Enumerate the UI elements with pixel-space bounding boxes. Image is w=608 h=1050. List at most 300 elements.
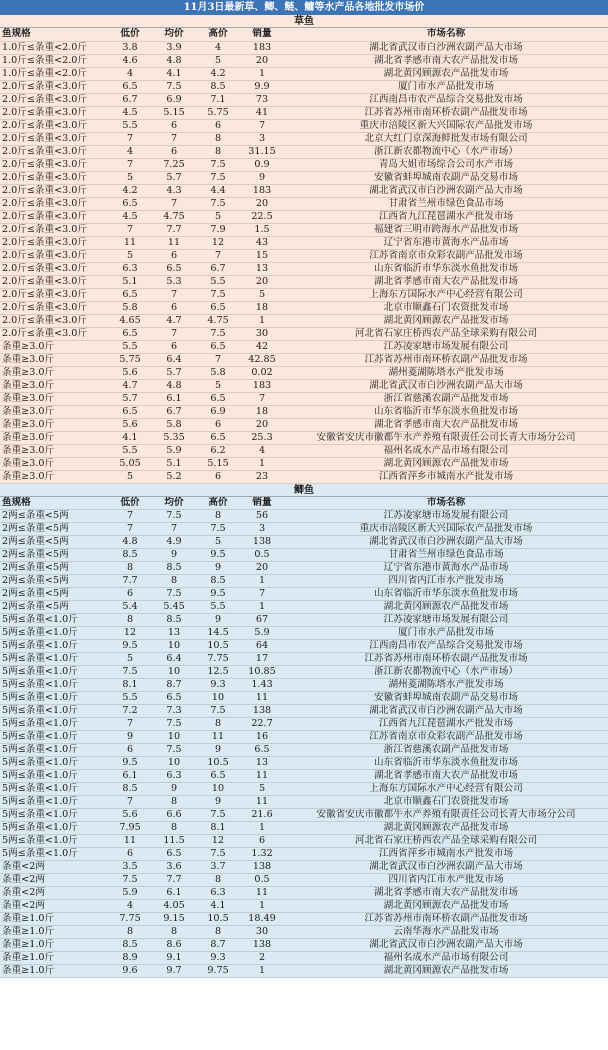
table-row bbox=[0, 731, 608, 744]
cell-volume: 9.9 bbox=[240, 80, 284, 93]
col-high-header: 高价 bbox=[196, 497, 240, 510]
cell-high: 7.9 bbox=[196, 223, 240, 236]
cell-market: 湖北黄冈顾源农产品批发市场 bbox=[284, 314, 608, 327]
cell-low: 9 bbox=[108, 731, 152, 744]
cell-volume: 11 bbox=[240, 887, 284, 900]
cell-spec: 2.0斤≤条重<3.0斤 bbox=[0, 171, 108, 184]
cell-low: 4 bbox=[108, 145, 152, 158]
cell-high: 5.75 bbox=[196, 106, 240, 119]
cell-volume: 10.85 bbox=[240, 666, 284, 679]
cell-spec: 2.0斤≤条重<3.0斤 bbox=[0, 223, 108, 236]
cell-spec: 2.0斤≤条重<3.0斤 bbox=[0, 106, 108, 119]
cell-market: 湖北省武汉市白沙洲农副产品大市场 bbox=[284, 184, 608, 197]
cell-market: 江苏凌家塘市场发展有限公司 bbox=[284, 340, 608, 353]
cell-avg: 6.1 bbox=[152, 887, 196, 900]
cell-avg: 11 bbox=[152, 236, 196, 249]
cell-low: 8 bbox=[108, 562, 152, 575]
table-row bbox=[0, 588, 608, 601]
cell-market: 江西南昌市农产品综合交易批发市场 bbox=[284, 93, 608, 106]
table-row bbox=[0, 835, 608, 848]
cell-high: 6.5 bbox=[196, 340, 240, 353]
cell-high: 6 bbox=[196, 418, 240, 431]
cell-low: 7.2 bbox=[108, 705, 152, 718]
cell-spec: 2两≤条重<5两 bbox=[0, 588, 108, 601]
cell-avg: 7 bbox=[152, 197, 196, 210]
cell-market: 江苏省南京市众彩农副产品批发市场 bbox=[284, 249, 608, 262]
table-row bbox=[0, 549, 608, 562]
cell-low: 7 bbox=[108, 510, 152, 523]
cell-avg: 8.5 bbox=[152, 562, 196, 575]
cell-volume: 4 bbox=[240, 444, 284, 457]
table-row bbox=[0, 262, 608, 275]
cell-market: 上海东方国际水产中心经营有限公司 bbox=[284, 288, 608, 301]
cell-low: 5.4 bbox=[108, 601, 152, 614]
cell-avg: 4.8 bbox=[152, 379, 196, 392]
cell-high: 7.1 bbox=[196, 93, 240, 106]
cell-low: 5.05 bbox=[108, 457, 152, 470]
cell-market: 云南华海水产品批发市场 bbox=[284, 926, 608, 939]
cell-high: 9.3 bbox=[196, 679, 240, 692]
cell-low: 4.5 bbox=[108, 106, 152, 119]
cell-avg: 7 bbox=[152, 132, 196, 145]
cell-high: 4.2 bbox=[196, 67, 240, 80]
cell-low: 4.8 bbox=[108, 536, 152, 549]
cell-high: 6.3 bbox=[196, 887, 240, 900]
table-row bbox=[0, 405, 608, 418]
cell-avg: 4.1 bbox=[152, 67, 196, 80]
table-row bbox=[0, 80, 608, 93]
table-row bbox=[0, 366, 608, 379]
cell-volume: 1.32 bbox=[240, 848, 284, 861]
cell-market: 江苏省苏州市南环桥农副产品批发市场 bbox=[284, 353, 608, 366]
cell-spec: 2.0斤≤条重<3.0斤 bbox=[0, 80, 108, 93]
cell-avg: 6 bbox=[152, 119, 196, 132]
cell-avg: 4.7 bbox=[152, 314, 196, 327]
cell-volume: 11 bbox=[240, 692, 284, 705]
cell-spec: 条重≥3.0斤 bbox=[0, 353, 108, 366]
table-row bbox=[0, 679, 608, 692]
cell-volume: 30 bbox=[240, 926, 284, 939]
table-row bbox=[0, 614, 608, 627]
cell-low: 9.6 bbox=[108, 965, 152, 978]
cell-spec: 5两≤条重<1.0斤 bbox=[0, 614, 108, 627]
cell-spec: 2两≤条重<5两 bbox=[0, 562, 108, 575]
cell-market: 重庆市涪陵区新大兴国际农产品批发市场 bbox=[284, 119, 608, 132]
cell-volume: 7 bbox=[240, 392, 284, 405]
table-row bbox=[0, 744, 608, 757]
cell-market: 河北省石家庄桥西农产品全球采购有限公司 bbox=[284, 835, 608, 848]
cell-low: 6.5 bbox=[108, 197, 152, 210]
table-row bbox=[0, 601, 608, 614]
cell-low: 7.5 bbox=[108, 874, 152, 887]
cell-high: 11 bbox=[196, 731, 240, 744]
col-spec-header: 鱼规格 bbox=[0, 497, 108, 510]
cell-low: 6.5 bbox=[108, 80, 152, 93]
cell-market: 浙江新农都物流中心（水产市场） bbox=[284, 145, 608, 158]
cell-spec: 2两≤条重<5两 bbox=[0, 510, 108, 523]
cell-high: 10 bbox=[196, 783, 240, 796]
cell-low: 5.6 bbox=[108, 366, 152, 379]
cell-spec: 2两≤条重<5两 bbox=[0, 549, 108, 562]
cell-spec: 2.0斤≤条重<3.0斤 bbox=[0, 327, 108, 340]
table-row bbox=[0, 796, 608, 809]
cell-spec: 条重≥3.0斤 bbox=[0, 431, 108, 444]
cell-high: 7 bbox=[196, 353, 240, 366]
table-row bbox=[0, 236, 608, 249]
cell-volume: 43 bbox=[240, 236, 284, 249]
cell-high: 5 bbox=[196, 54, 240, 67]
cell-volume: 1 bbox=[240, 457, 284, 470]
cell-market: 安徽省蚌埠城南农副产品交易市场 bbox=[284, 171, 608, 184]
cell-low: 5.8 bbox=[108, 301, 152, 314]
cell-high: 9.75 bbox=[196, 965, 240, 978]
cell-high: 12 bbox=[196, 236, 240, 249]
cell-market: 四川省内江市水产批发市场 bbox=[284, 575, 608, 588]
cell-spec: 2.0斤≤条重<3.0斤 bbox=[0, 132, 108, 145]
cell-market: 福建省三明市跨海水产品批发市场 bbox=[284, 223, 608, 236]
cell-volume: 5 bbox=[240, 783, 284, 796]
table-row bbox=[0, 392, 608, 405]
section-grass-carp bbox=[0, 15, 608, 484]
table-row bbox=[0, 301, 608, 314]
cell-market: 江西省九江琵琶湖水产批发市场 bbox=[284, 210, 608, 223]
table-row bbox=[0, 757, 608, 770]
cell-low: 4.2 bbox=[108, 184, 152, 197]
cell-avg: 7.3 bbox=[152, 705, 196, 718]
cell-avg: 6.1 bbox=[152, 392, 196, 405]
table-row bbox=[0, 158, 608, 171]
cell-spec: 5两≤条重<1.0斤 bbox=[0, 770, 108, 783]
cell-volume: 9 bbox=[240, 171, 284, 184]
cell-avg: 9 bbox=[152, 783, 196, 796]
cell-low: 4.7 bbox=[108, 379, 152, 392]
cell-high: 8 bbox=[196, 132, 240, 145]
cell-low: 5.7 bbox=[108, 392, 152, 405]
cell-market: 辽宁省东港市黄海水产品市场 bbox=[284, 236, 608, 249]
cell-avg: 5.2 bbox=[152, 470, 196, 483]
cell-volume: 3 bbox=[240, 523, 284, 536]
cell-high: 9 bbox=[196, 614, 240, 627]
cell-low: 7 bbox=[108, 223, 152, 236]
cell-volume: 1 bbox=[240, 67, 284, 80]
cell-high: 9 bbox=[196, 744, 240, 757]
cell-low: 4.65 bbox=[108, 314, 152, 327]
table-row bbox=[0, 444, 608, 457]
cell-low: 8 bbox=[108, 926, 152, 939]
cell-volume: 0.5 bbox=[240, 874, 284, 887]
cell-market: 甘肃省兰州市绿色食品市场 bbox=[284, 549, 608, 562]
cell-avg: 5.15 bbox=[152, 106, 196, 119]
cell-market: 甘肃省兰州市绿色食品市场 bbox=[284, 197, 608, 210]
cell-market: 江西省萍乡市城南水产批发市场 bbox=[284, 470, 608, 483]
report-title: 11月3日最新草、鲫、鲢、鳙等水产品各地批发市场价 bbox=[0, 0, 608, 15]
cell-low: 6.3 bbox=[108, 262, 152, 275]
cell-volume: 1 bbox=[240, 900, 284, 913]
cell-spec: 5两≤条重<1.0斤 bbox=[0, 848, 108, 861]
cell-market: 浙江省慈溪农副产品批发市场 bbox=[284, 392, 608, 405]
cell-spec: 条重≥3.0斤 bbox=[0, 470, 108, 483]
col-avg-header: 均价 bbox=[152, 28, 196, 41]
cell-low: 6.1 bbox=[108, 770, 152, 783]
table-row bbox=[0, 523, 608, 536]
cell-market: 湖北省孝感市南大农产品批发市场 bbox=[284, 887, 608, 900]
cell-spec: 5两≤条重<1.0斤 bbox=[0, 835, 108, 848]
cell-market: 厦门市水产品批发市场 bbox=[284, 80, 608, 93]
cell-spec: 5两≤条重<1.0斤 bbox=[0, 796, 108, 809]
cell-spec: 2.0斤≤条重<3.0斤 bbox=[0, 275, 108, 288]
cell-market: 湖北省武汉市白沙洲农副产品大市场 bbox=[284, 939, 608, 952]
cell-high: 12 bbox=[196, 835, 240, 848]
cell-spec: 2.0斤≤条重<3.0斤 bbox=[0, 158, 108, 171]
cell-low: 6.5 bbox=[108, 288, 152, 301]
cell-volume: 0.9 bbox=[240, 158, 284, 171]
cell-market: 江西省九江琵琶湖水产批发市场 bbox=[284, 718, 608, 731]
table-row bbox=[0, 431, 608, 444]
cell-spec: 1.0斤≤条重<2.0斤 bbox=[0, 54, 108, 67]
cell-high: 14.5 bbox=[196, 627, 240, 640]
cell-low: 4.6 bbox=[108, 54, 152, 67]
table-row bbox=[0, 783, 608, 796]
cell-avg: 9.1 bbox=[152, 952, 196, 965]
table-row bbox=[0, 457, 608, 470]
table-row bbox=[0, 418, 608, 431]
cell-avg: 9.7 bbox=[152, 965, 196, 978]
cell-low: 7 bbox=[108, 523, 152, 536]
cell-avg: 7.25 bbox=[152, 158, 196, 171]
cell-high: 6.5 bbox=[196, 770, 240, 783]
cell-avg: 10 bbox=[152, 640, 196, 653]
cell-volume: 31.15 bbox=[240, 145, 284, 158]
cell-avg: 7 bbox=[152, 327, 196, 340]
cell-spec: 条重≥3.0斤 bbox=[0, 418, 108, 431]
cell-spec: 5两≤条重<1.0斤 bbox=[0, 783, 108, 796]
cell-market: 湖北省武汉市白沙洲农副产品大市场 bbox=[284, 536, 608, 549]
table-row bbox=[0, 184, 608, 197]
cell-spec: 2.0斤≤条重<3.0斤 bbox=[0, 210, 108, 223]
cell-spec: 2.0斤≤条重<3.0斤 bbox=[0, 93, 108, 106]
cell-low: 7 bbox=[108, 718, 152, 731]
cell-market: 四川省内江市水产批发市场 bbox=[284, 874, 608, 887]
cell-volume: 6 bbox=[240, 835, 284, 848]
cell-market: 北京市顺鑫石门农资批发市场 bbox=[284, 796, 608, 809]
cell-market: 江苏省南京市众彩农副产品批发市场 bbox=[284, 731, 608, 744]
cell-low: 5 bbox=[108, 653, 152, 666]
cell-low: 8.5 bbox=[108, 939, 152, 952]
cell-avg: 11.5 bbox=[152, 835, 196, 848]
table-row bbox=[0, 275, 608, 288]
table-row bbox=[0, 562, 608, 575]
cell-spec: 2.0斤≤条重<3.0斤 bbox=[0, 197, 108, 210]
col-volume-header: 销量 bbox=[240, 28, 284, 41]
cell-volume: 6.5 bbox=[240, 744, 284, 757]
col-low-header: 低价 bbox=[108, 497, 152, 510]
cell-low: 7.95 bbox=[108, 822, 152, 835]
cell-market: 湖北省武汉市白沙洲农副产品大市场 bbox=[284, 379, 608, 392]
cell-market: 山东省临沂市华东淡水鱼批发市场 bbox=[284, 405, 608, 418]
table-row bbox=[0, 197, 608, 210]
cell-volume: 1 bbox=[240, 601, 284, 614]
table-row bbox=[0, 666, 608, 679]
table-row bbox=[0, 536, 608, 549]
cell-market: 湖北黄冈顾源农产品批发市场 bbox=[284, 67, 608, 80]
cell-volume: 41 bbox=[240, 106, 284, 119]
cell-volume: 13 bbox=[240, 757, 284, 770]
cell-market: 山东省临沂市华东淡水鱼批发市场 bbox=[284, 757, 608, 770]
col-volume-header: 销量 bbox=[240, 497, 284, 510]
cell-volume: 20 bbox=[240, 418, 284, 431]
cell-avg: 6 bbox=[152, 249, 196, 262]
cell-volume: 138 bbox=[240, 861, 284, 874]
col-high-header: 高价 bbox=[196, 28, 240, 41]
cell-low: 4 bbox=[108, 900, 152, 913]
cell-avg: 5.7 bbox=[152, 366, 196, 379]
cell-avg: 7 bbox=[152, 523, 196, 536]
cell-market: 安徽省蚌埠城南农副产品交易市场 bbox=[284, 692, 608, 705]
cell-avg: 4.8 bbox=[152, 54, 196, 67]
cell-high: 4.4 bbox=[196, 184, 240, 197]
table-row bbox=[0, 379, 608, 392]
cell-avg: 6.5 bbox=[152, 262, 196, 275]
cell-high: 8.5 bbox=[196, 80, 240, 93]
table-row bbox=[0, 861, 608, 874]
cell-avg: 6 bbox=[152, 145, 196, 158]
cell-high: 7.5 bbox=[196, 705, 240, 718]
cell-high: 7.5 bbox=[196, 158, 240, 171]
cell-volume: 16 bbox=[240, 731, 284, 744]
cell-avg: 6.4 bbox=[152, 653, 196, 666]
cell-volume: 56 bbox=[240, 510, 284, 523]
table-row bbox=[0, 640, 608, 653]
cell-avg: 4.9 bbox=[152, 536, 196, 549]
cell-spec: 2.0斤≤条重<3.0斤 bbox=[0, 249, 108, 262]
cell-spec: 5两≤条重<1.0斤 bbox=[0, 692, 108, 705]
cell-avg: 5.35 bbox=[152, 431, 196, 444]
cell-high: 7.5 bbox=[196, 327, 240, 340]
cell-market: 湖北省孝感市南大农产品批发市场 bbox=[284, 770, 608, 783]
cell-volume: 0.5 bbox=[240, 549, 284, 562]
cell-spec: 5两≤条重<1.0斤 bbox=[0, 653, 108, 666]
table-row bbox=[0, 210, 608, 223]
cell-market: 浙江新农都物流中心（水产市场） bbox=[284, 666, 608, 679]
cell-low: 4 bbox=[108, 67, 152, 80]
table-row bbox=[0, 67, 608, 80]
cell-avg: 10 bbox=[152, 666, 196, 679]
cell-volume: 30 bbox=[240, 327, 284, 340]
cell-market: 江西省萍乡市城南水产批发市场 bbox=[284, 848, 608, 861]
cell-spec: 2两≤条重<5两 bbox=[0, 601, 108, 614]
cell-avg: 3.6 bbox=[152, 861, 196, 874]
cell-avg: 7.5 bbox=[152, 510, 196, 523]
cell-spec: 条重≥1.0斤 bbox=[0, 952, 108, 965]
cell-avg: 7.7 bbox=[152, 874, 196, 887]
cell-high: 5.5 bbox=[196, 601, 240, 614]
cell-high: 5 bbox=[196, 536, 240, 549]
cell-volume: 20 bbox=[240, 54, 284, 67]
cell-volume: 138 bbox=[240, 939, 284, 952]
cell-avg: 6.5 bbox=[152, 848, 196, 861]
cell-spec: 条重<2两 bbox=[0, 900, 108, 913]
cell-spec: 5两≤条重<1.0斤 bbox=[0, 627, 108, 640]
cell-low: 3.5 bbox=[108, 861, 152, 874]
table-row bbox=[0, 132, 608, 145]
cell-market: 安徽省安庆市徽都牛水产养殖有限责任公司长青大市场分公司 bbox=[284, 431, 608, 444]
cell-spec: 条重≥3.0斤 bbox=[0, 457, 108, 470]
cell-low: 5.75 bbox=[108, 353, 152, 366]
cell-high: 5 bbox=[196, 379, 240, 392]
table-row bbox=[0, 900, 608, 913]
cell-spec: 条重≥3.0斤 bbox=[0, 366, 108, 379]
cell-low: 6.5 bbox=[108, 405, 152, 418]
cell-avg: 8.7 bbox=[152, 679, 196, 692]
table-row bbox=[0, 93, 608, 106]
cell-spec: 条重≥1.0斤 bbox=[0, 913, 108, 926]
cell-volume: 138 bbox=[240, 705, 284, 718]
cell-high: 6.5 bbox=[196, 301, 240, 314]
cell-low: 9.5 bbox=[108, 640, 152, 653]
cell-low: 4.1 bbox=[108, 431, 152, 444]
table-row bbox=[0, 952, 608, 965]
cell-spec: 2.0斤≤条重<3.0斤 bbox=[0, 288, 108, 301]
cell-spec: 条重≥3.0斤 bbox=[0, 444, 108, 457]
cell-low: 5 bbox=[108, 171, 152, 184]
cell-market: 江苏省苏州市南环桥农副产品批发市场 bbox=[284, 653, 608, 666]
cell-avg: 4.05 bbox=[152, 900, 196, 913]
cell-high: 6.7 bbox=[196, 262, 240, 275]
table-row bbox=[0, 353, 608, 366]
cell-avg: 7.7 bbox=[152, 223, 196, 236]
cell-volume: 73 bbox=[240, 93, 284, 106]
table-row bbox=[0, 288, 608, 301]
cell-high: 7.5 bbox=[196, 848, 240, 861]
cell-high: 6 bbox=[196, 470, 240, 483]
cell-volume: 1 bbox=[240, 575, 284, 588]
cell-low: 5.6 bbox=[108, 809, 152, 822]
cell-low: 5 bbox=[108, 470, 152, 483]
cell-high: 8 bbox=[196, 926, 240, 939]
cell-market: 江苏凌家塘市场发展有限公司 bbox=[284, 614, 608, 627]
cell-avg: 8 bbox=[152, 575, 196, 588]
cell-volume: 1 bbox=[240, 965, 284, 978]
cell-spec: 条重≥1.0斤 bbox=[0, 939, 108, 952]
table-row bbox=[0, 41, 608, 54]
cell-low: 8.5 bbox=[108, 783, 152, 796]
cell-avg: 3.9 bbox=[152, 41, 196, 54]
cell-market: 辽宁省东港市黄海水产品市场 bbox=[284, 562, 608, 575]
cell-spec: 5两≤条重<1.0斤 bbox=[0, 744, 108, 757]
cell-low: 9.5 bbox=[108, 757, 152, 770]
cell-market: 湖州菱湖陈塔水产批发市场 bbox=[284, 366, 608, 379]
cell-market: 山东省临沂市华东淡水鱼批发市场 bbox=[284, 262, 608, 275]
cell-spec: 2.0斤≤条重<3.0斤 bbox=[0, 314, 108, 327]
cell-high: 3.7 bbox=[196, 861, 240, 874]
cell-high: 7.75 bbox=[196, 653, 240, 666]
cell-market: 青岛大姐市场综合公司水产市场 bbox=[284, 158, 608, 171]
cell-high: 7 bbox=[196, 249, 240, 262]
cell-volume: 1.5 bbox=[240, 223, 284, 236]
cell-avg: 8 bbox=[152, 796, 196, 809]
table-row bbox=[0, 653, 608, 666]
cell-spec: 5两≤条重<1.0斤 bbox=[0, 679, 108, 692]
cell-volume: 1 bbox=[240, 314, 284, 327]
cell-avg: 5.3 bbox=[152, 275, 196, 288]
cell-high: 6.2 bbox=[196, 444, 240, 457]
cell-avg: 6.4 bbox=[152, 353, 196, 366]
cell-market: 浙江省慈溪农副产品批发市场 bbox=[284, 744, 608, 757]
cell-volume: 11 bbox=[240, 796, 284, 809]
cell-high: 5.15 bbox=[196, 457, 240, 470]
cell-avg: 8 bbox=[152, 822, 196, 835]
cell-avg: 8.5 bbox=[152, 614, 196, 627]
